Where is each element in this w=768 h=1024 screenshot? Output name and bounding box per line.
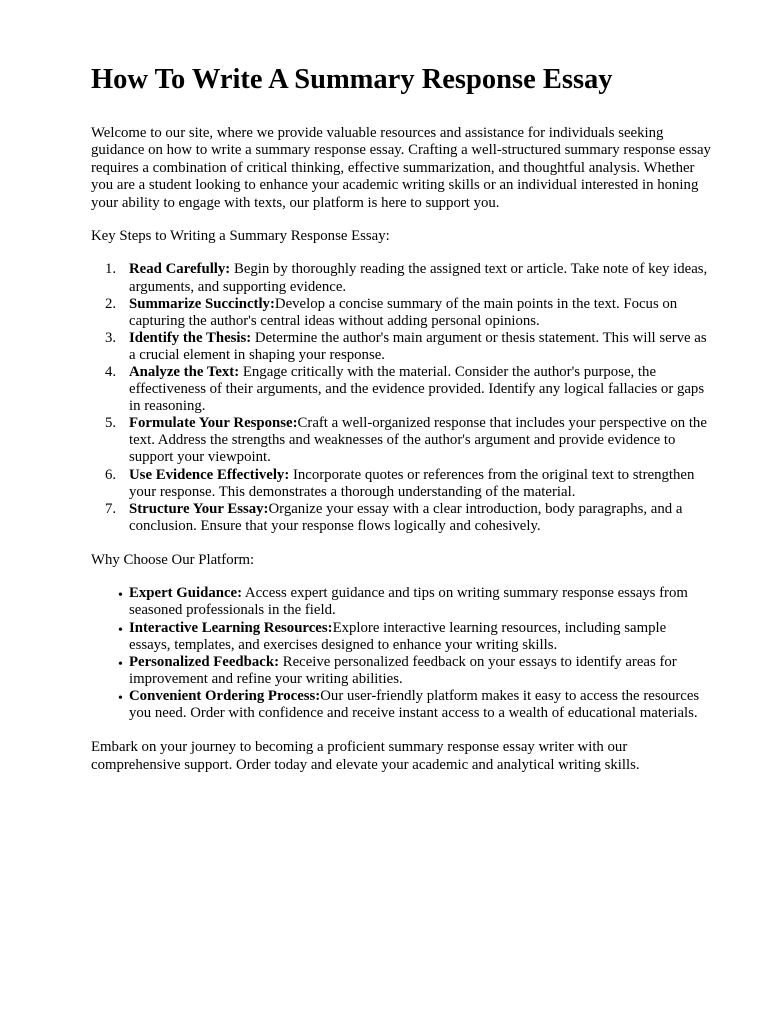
steps-list [91, 261, 711, 535]
intro-paragraph: Welcome to our site, where we provide valuable resources and assistance for individuals seeking guidance on how to write a summary response essay. Crafting a well-structured summary response essay requires a combination of critical thinking, effective summarization, and thoughtful analysis. Whether you are a student looking to enhance your academic writing skills or an individual interested in honing your ability to engage with texts, our platform is here to support you. [91, 125, 711, 211]
bullet-icon: • [118, 656, 123, 672]
step-term: Use Evidence Effectively: [129, 466, 290, 483]
feature-term: Convenient Ordering Process: [129, 687, 321, 704]
step-text: Incorporate quotes or references from the original text to strengthen your response. This demonstrates a thorough understanding of the material. [129, 466, 695, 500]
feature-term: Interactive Learning Resources: [129, 619, 333, 636]
bullet-icon: • [118, 690, 123, 706]
closing-paragraph: Embark on your journey to becoming a proficient summary response essay writer with our comprehensive support. Order today and elevate your academic and analytical writing skills. [91, 739, 640, 773]
feature-term: Personalized Feedback: [129, 653, 279, 670]
feature-text: Explore interactive learning resources, including sample essays, templates, and exercises designed to enhance your writing skills. [129, 619, 667, 653]
step-term: Read Carefully: [129, 261, 231, 278]
step-text: Develop a concise summary of the main points in the text. Focus on capturing the author's central ideas without adding personal opinions. [129, 295, 678, 329]
page-title: How To Write A Summary Response Essay [91, 64, 613, 95]
step-number: 3. [105, 329, 117, 346]
step-term: Analyze the Text: [129, 364, 240, 380]
step-term: Structure Your Essay: [129, 500, 269, 517]
step-item [91, 330, 711, 364]
feature-item [91, 620, 711, 654]
step-number: 6. [105, 466, 117, 483]
step-number: 2. [105, 295, 117, 312]
step-term: Summarize Succinctly: [129, 295, 275, 312]
step-text: Organize your essay with a clear introduction, body paragraphs, and a conclusion. Ensure that your response flows logically and cohesively. [129, 500, 683, 534]
step-item [91, 501, 711, 535]
step-text: Determine the author's main argument or thesis statement. This will serve as a crucial element in shaping your response. [129, 329, 707, 363]
step-item [91, 467, 711, 501]
bullet-icon: • [118, 588, 123, 604]
features-list [91, 585, 711, 722]
feature-text: Receive personalized feedback on your essays to identify areas for improvement and refine your writing abilities. [129, 653, 677, 687]
step-item [91, 296, 711, 330]
step-number: 7. [105, 500, 117, 517]
document-page [91, 60, 711, 774]
step-number: 1. [105, 261, 117, 278]
step-number: 4. [105, 364, 117, 380]
feature-text: Access expert guidance and tips on writing summary response essays from seasoned professionals in the field. [129, 585, 688, 619]
bullet-icon: • [118, 622, 123, 638]
step-item [91, 261, 711, 295]
step-text: Begin by thoroughly reading the assigned text or article. Take note of key ideas, arguments, and supporting evidence. [129, 261, 708, 295]
feature-text: Our user-friendly platform makes it easy to access the resources you need. Order with confidence and receive instant access to a wealth of educational materials. [129, 687, 700, 721]
step-number: 5. [105, 415, 117, 432]
step-item [91, 364, 711, 415]
feature-term: Expert Guidance: [129, 585, 243, 602]
feature-item [91, 654, 711, 688]
step-text: Engage critically with the material. Consider the author's purpose, the effectiveness of their arguments, and the evidence provided. Identify any logical fallacies or gaps in reasoning. [129, 364, 705, 415]
step-term: Formulate Your Response: [129, 415, 298, 432]
feature-item [91, 585, 711, 619]
step-term: Identify the Thesis: [129, 329, 252, 346]
feature-item [91, 688, 711, 722]
step-item [91, 415, 711, 466]
steps-heading: Key Steps to Writing a Summary Response Essay: [91, 228, 390, 245]
platform-heading: Why Choose Our Platform: [91, 551, 255, 568]
step-text: Craft a well-organized response that includes your perspective on the text. Address the strengths and weaknesses of the author's argument and provide evidence to support your viewpoint. [129, 415, 707, 466]
